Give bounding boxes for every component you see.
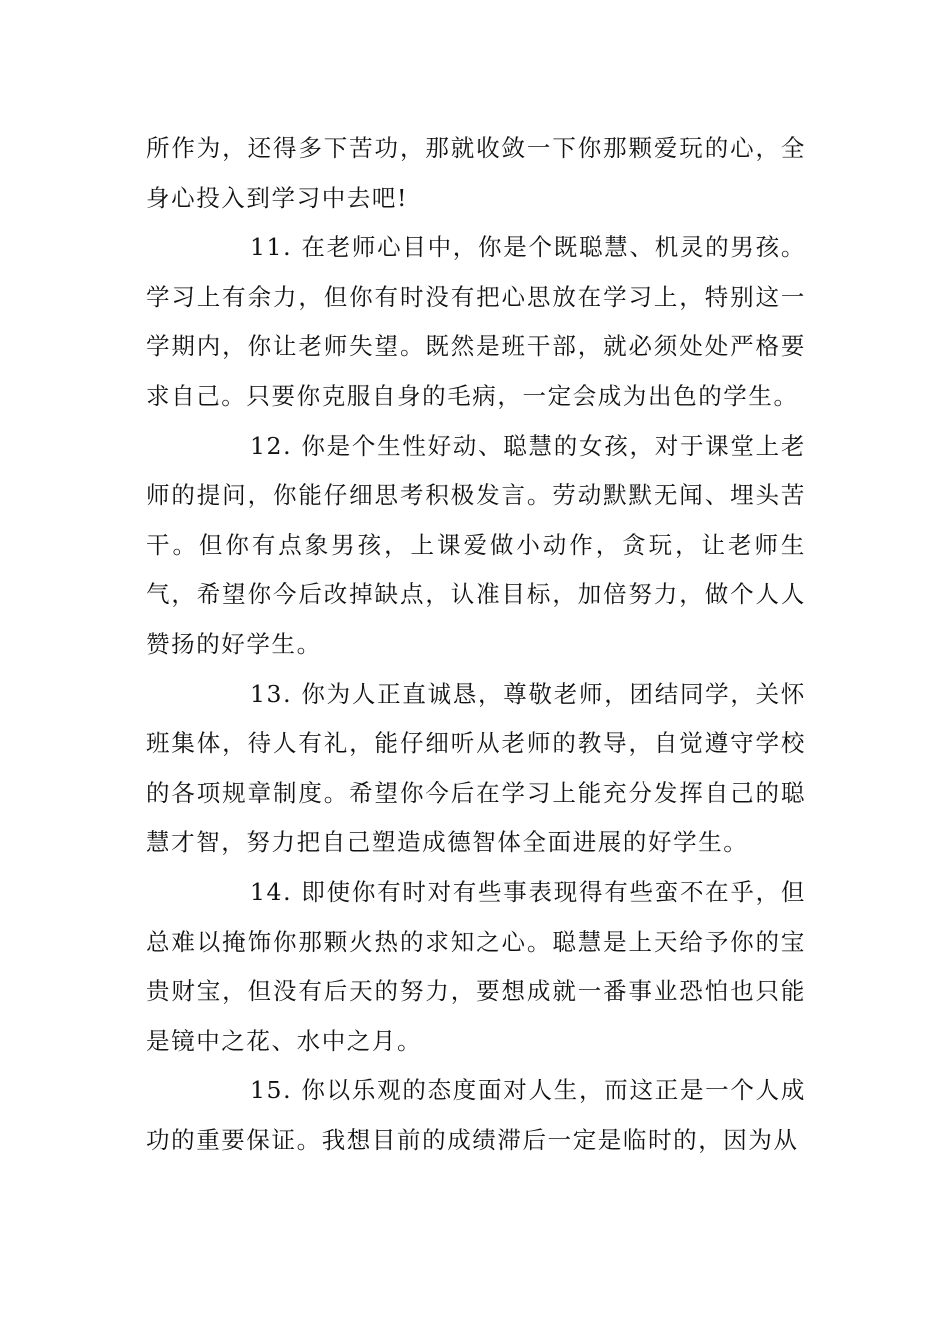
document-body xyxy=(146,124,806,1165)
paragraph-item-12: 12. 你是个生性好动、聪慧的女孩，对于课堂上老师的提问，你能仔细思考积极发言。劳动默默无闻、埋头苦干。但你有点象男孩，上课爱做小动作，贪玩，让老师生气，希望你今后改掉缺点，认准目标，加倍努力，做个人人赞扬的好学生。 xyxy=(146,431,806,658)
paragraph-continuation: 所作为，还得多下苦功，那就收敛一下你那颗爱玩的心，全身心投入到学习中去吧! xyxy=(146,134,806,212)
paragraph-item-13: 13. 你为人正直诚恳，尊敬老师，团结同学，关怀班集体，待人有礼，能仔细听从老师的教导，自觉遵守学校的各项规章制度。希望你今后在学习上能充分发挥自己的聪慧才智，努力把自己塑造成德智体全面进展的好学生。 xyxy=(146,679,806,857)
paragraph-item-14: 14. 即使你有时对有些事表现得有些蛮不在乎，但总难以掩饰你那颗火热的求知之心。聪慧是上天给予你的宝贵财宝，但没有后天的努力，要想成就一番事业恐怕也只能是镜中之花、水中之月。 xyxy=(146,877,806,1055)
paragraph-item-11: 11. 在老师心目中，你是个既聪慧、机灵的男孩。学习上有余力，但你有时没有把心思放在学习上，特别这一学期内，你让老师失望。既然是班干部，就必须处处严格要求自己。只要你克服自身的毛病，一定会成为出色的学生。 xyxy=(146,233,806,410)
paragraph-item-15: 15. 你以乐观的态度面对人生，而这正是一个人成功的重要保证。我想目前的成绩滞后一定是临时的，因为从 xyxy=(146,1076,806,1154)
